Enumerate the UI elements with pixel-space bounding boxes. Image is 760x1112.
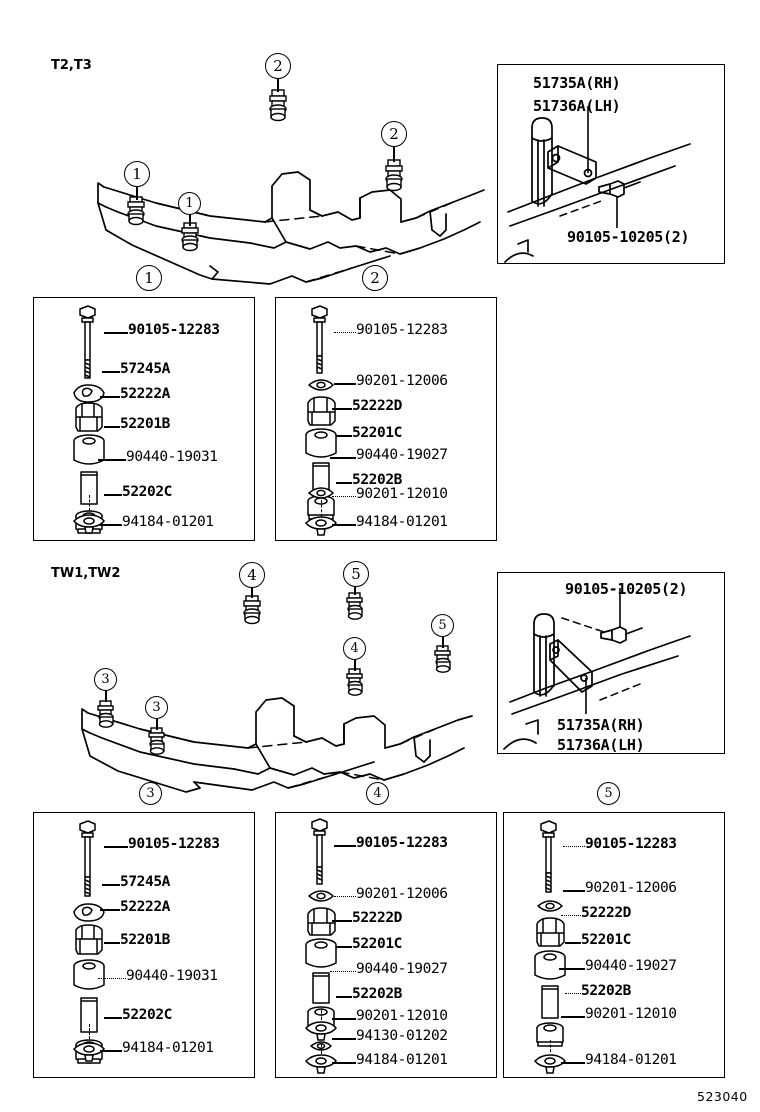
diagram-callout-2[interactable]: 2 (381, 121, 407, 147)
leader (563, 890, 585, 892)
mount-glyph (146, 727, 168, 759)
leader (104, 1017, 122, 1019)
inset-label-51735A: 51735A(RH) (533, 74, 621, 92)
leader (104, 426, 120, 428)
part-label: 90440-19027 (585, 958, 677, 974)
part-label: 90105-12283 (356, 835, 448, 851)
inset-label-51736A: 51736A(LH) (533, 97, 621, 115)
part-label: 52201C (581, 932, 631, 948)
part-label: 90105-12283 (128, 836, 220, 852)
leader (102, 884, 120, 886)
leader (330, 457, 356, 459)
leader (334, 332, 356, 333)
part-label: 52201C (352, 936, 402, 952)
section-label-upper: T2,T3 (51, 58, 92, 73)
box-callout-2[interactable]: 2 (362, 265, 388, 291)
leader (100, 396, 120, 398)
part-label: 90440-19031 (126, 449, 218, 465)
part-label: 52202C (122, 1007, 172, 1023)
mount-glyph (240, 595, 264, 629)
leader (102, 371, 120, 373)
part-label: 52222A (120, 899, 170, 915)
washer-glyph-94184 (68, 1040, 112, 1064)
leader (332, 1018, 356, 1020)
part-label: 57245A (120, 361, 170, 377)
leader (563, 846, 585, 847)
leader (334, 383, 356, 385)
diagram-callout-4[interactable]: 4 (239, 562, 265, 588)
part-label: 57245A (120, 874, 170, 890)
part-label: 90201-12010 (585, 1006, 677, 1022)
part-label: 52201B (120, 932, 170, 948)
part-label: 90201-12006 (356, 373, 448, 389)
mount-glyph (344, 668, 366, 700)
leader (332, 920, 352, 922)
part-label: 52202C (122, 484, 172, 500)
part-label: 90201-12006 (585, 880, 677, 896)
inset-label-90105-10205: 90105-10205(2) (565, 580, 688, 598)
inset-label-90105-10205: 90105-10205(2) (567, 228, 690, 246)
section-label-lower: TW1,TW2 (51, 566, 121, 581)
dash-connector (321, 1010, 322, 1020)
leader (100, 909, 120, 911)
diagram-callout-5[interactable]: 5 (431, 614, 454, 637)
leader (104, 332, 128, 334)
washer-glyphs-box-4-lower (300, 1052, 344, 1076)
leader (104, 846, 128, 848)
callout-leader (189, 214, 191, 226)
mount-glyph (124, 196, 148, 230)
callout-leader (136, 186, 138, 200)
leader (98, 459, 126, 461)
leader (565, 942, 581, 944)
part-label: 94184-01201 (356, 514, 448, 530)
part-label: 90201-12006 (356, 886, 448, 902)
dash-connector (89, 1024, 90, 1039)
dash-connector (321, 1044, 322, 1054)
part-label: 90440-19027 (356, 447, 448, 463)
dash-connector (550, 1040, 551, 1052)
part-label: 94184-01201 (122, 514, 214, 530)
box-callout-1[interactable]: 1 (136, 265, 162, 291)
inset-label-51736A: 51736A(LH) (557, 736, 645, 754)
mount-glyph (382, 158, 406, 194)
mount-glyph (95, 700, 117, 732)
leader (336, 482, 352, 484)
part-label: 52222D (352, 398, 402, 414)
part-label: 52222D (581, 905, 631, 921)
mount-glyph (266, 88, 290, 124)
part-label: 90201-12010 (356, 486, 448, 502)
parts-glyphs-box-5 (527, 820, 573, 1070)
leader (104, 942, 120, 944)
callout-leader (393, 146, 395, 162)
inset-illustration-lower (500, 574, 724, 752)
leader (332, 524, 356, 526)
part-label: 90440-19027 (356, 961, 448, 977)
part-label: 94184-01201 (585, 1052, 677, 1068)
leader (561, 1016, 585, 1018)
part-label: 52222D (352, 910, 402, 926)
part-label: 52201B (120, 416, 170, 432)
part-label: 94184-01201 (356, 1052, 448, 1068)
callout-leader (442, 636, 444, 648)
frame-illustration-lower (60, 600, 490, 795)
inset-label-51735A: 51735A(RH) (557, 716, 645, 734)
mount-glyph (432, 645, 454, 677)
leader (334, 896, 356, 897)
washer-glyphs-box-2 (300, 485, 344, 537)
part-label: 90440-19031 (126, 968, 218, 984)
leader (330, 971, 356, 972)
leader (565, 993, 581, 994)
leader (100, 1050, 122, 1052)
part-label: 90105-12283 (128, 322, 220, 338)
spacer (66, 540, 112, 541)
part-label: 52202B (352, 472, 402, 488)
part-label: 52201C (352, 425, 402, 441)
dash-connector (321, 500, 322, 517)
part-label: 90105-12283 (585, 836, 677, 852)
mount-glyph (344, 592, 366, 624)
leader (332, 496, 356, 497)
part-label: 52202B (352, 986, 402, 1002)
diagram-callout-3[interactable]: 3 (94, 668, 117, 691)
diagram-callout-3[interactable]: 3 (145, 696, 168, 719)
diagram-callout-1[interactable]: 1 (124, 161, 150, 187)
part-label: 90201-12010 (356, 1008, 448, 1024)
leader (332, 408, 352, 410)
leader (332, 1038, 356, 1040)
leader (98, 978, 126, 979)
box-callout-4[interactable]: 4 (366, 782, 389, 805)
leader (561, 915, 581, 916)
leader (332, 1062, 356, 1064)
leader (100, 524, 122, 526)
footer-code: 523040 (697, 1089, 748, 1104)
diagram-callout-1[interactable]: 1 (178, 192, 201, 215)
diagram-callout-2[interactable]: 2 (265, 53, 291, 79)
leader (336, 435, 352, 437)
washer-glyph-94130 (300, 1020, 344, 1044)
part-label: 52202B (581, 983, 631, 999)
part-label: 52222A (120, 386, 170, 402)
callout-leader (156, 718, 158, 730)
callout-leader (354, 659, 356, 671)
leader (336, 996, 352, 998)
dash-connector (89, 495, 90, 511)
leader (334, 845, 356, 847)
part-label: 94184-01201 (122, 1040, 214, 1056)
box-callout-5[interactable]: 5 (597, 782, 620, 805)
callout-leader (105, 690, 107, 702)
callout-leader (277, 78, 279, 92)
leader (559, 968, 585, 970)
part-label: 90105-12283 (356, 322, 448, 338)
inset-illustration-upper (500, 66, 724, 262)
leader (336, 946, 352, 948)
mount-glyph (178, 222, 202, 256)
leader (561, 1062, 585, 1064)
part-label: 94130-01202 (356, 1028, 448, 1044)
leader (104, 494, 122, 496)
diagram-callout-4[interactable]: 4 (343, 637, 366, 660)
box-callout-3[interactable]: 3 (139, 782, 162, 805)
diagram-callout-5[interactable]: 5 (343, 561, 369, 587)
